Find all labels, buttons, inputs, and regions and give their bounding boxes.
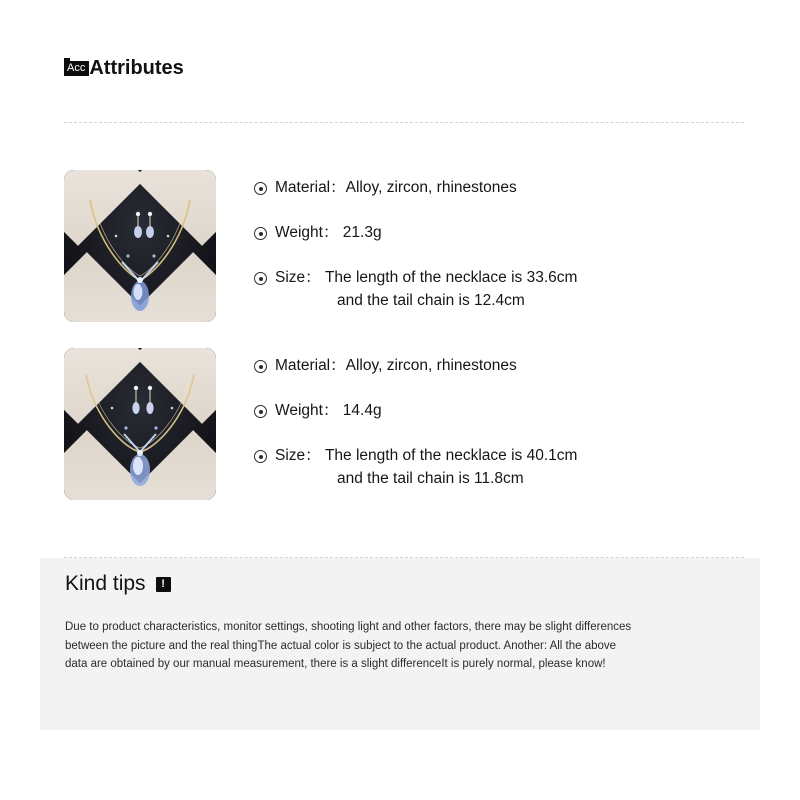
necklace-earring-set-photo-1 bbox=[64, 170, 216, 322]
necklace-earring-set-photo-2 bbox=[64, 348, 216, 500]
product-details bbox=[254, 348, 577, 489]
product-row bbox=[64, 170, 577, 322]
bullet-icon bbox=[254, 450, 267, 463]
size-line bbox=[254, 268, 577, 311]
exclamation-icon: ! bbox=[156, 577, 171, 592]
weight-value: 21.3g bbox=[342, 224, 382, 241]
divider-tips bbox=[64, 557, 744, 558]
page-title: Attributes bbox=[89, 57, 184, 79]
weight-value: 14.4g bbox=[342, 402, 382, 419]
size-value: The length of the necklace is 33.6cm bbox=[324, 269, 578, 286]
material-label: Material： bbox=[275, 179, 346, 196]
size-value-continued: and the tail chain is 12.4cm bbox=[337, 292, 525, 309]
size-value: The length of the necklace is 40.1cm bbox=[324, 447, 578, 464]
weight-line bbox=[254, 401, 577, 421]
bullet-icon bbox=[254, 227, 267, 240]
material-value: Alloy, zircon, rhinestones bbox=[345, 179, 517, 196]
weight-label: Weight： bbox=[275, 224, 339, 241]
size-value-continued: and the tail chain is 11.8cm bbox=[337, 470, 524, 487]
bullet-icon bbox=[254, 360, 267, 373]
bullet-icon bbox=[254, 405, 267, 418]
size-label: Size： bbox=[275, 447, 321, 464]
weight-line bbox=[254, 223, 577, 243]
header-badge: Acc bbox=[64, 61, 89, 76]
size-line bbox=[254, 446, 577, 489]
bullet-icon bbox=[254, 272, 267, 285]
material-line bbox=[254, 178, 577, 198]
material-value: Alloy, zircon, rhinestones bbox=[345, 357, 517, 374]
material-line bbox=[254, 356, 577, 376]
divider-top bbox=[64, 122, 744, 123]
kind-tips-panel bbox=[40, 558, 760, 730]
page-header bbox=[64, 58, 184, 78]
size-label: Size： bbox=[275, 269, 321, 286]
kind-tips-heading bbox=[65, 572, 171, 596]
necklace-illustration-2 bbox=[64, 348, 216, 500]
weight-label: Weight： bbox=[275, 402, 339, 419]
kind-tips-title: Kind tips bbox=[65, 572, 146, 595]
bullet-icon bbox=[254, 182, 267, 195]
product-details bbox=[254, 170, 577, 311]
material-label: Material： bbox=[275, 357, 346, 374]
product-row bbox=[64, 348, 577, 500]
kind-tips-body: Due to product characteristics, monitor settings, shooting light and other factors, there may be slight differences between the picture and the real thingThe actual color is subject to the actual product. Another: All the above data are obtained by our manual measurement, there is a slight differenceIt is purely normal, please know! bbox=[65, 621, 632, 670]
necklace-illustration-1 bbox=[64, 170, 216, 322]
